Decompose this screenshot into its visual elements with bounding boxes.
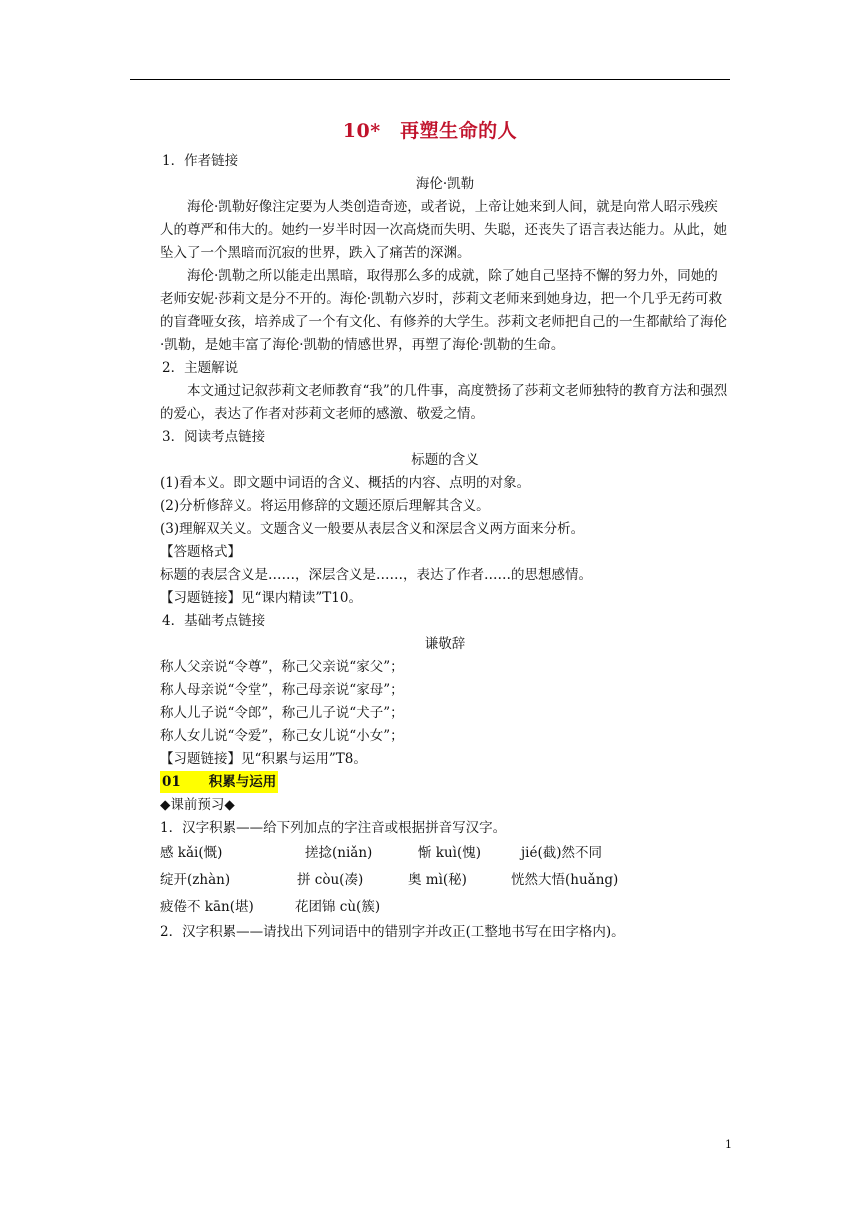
- answer-format-label: 【答题格式】: [160, 544, 241, 560]
- page-number: 1: [725, 1138, 732, 1151]
- pinyin-item: 奥 mì(秘): [408, 872, 467, 888]
- list-item: (3)理解双关义。文题含义一般要从表层含义和深层含义两方面来分析。: [160, 521, 585, 537]
- section-label: 积累与运用: [208, 774, 277, 790]
- pinyin-item: 拼 còu(凑): [297, 872, 364, 888]
- answer-format-text: 标题的表层含义是……，深层含义是……，表达了作者……的思想感情。: [160, 567, 592, 583]
- pinyin-item: 疲倦不 kān(堪): [160, 899, 254, 915]
- subtitle-title-meaning: 标题的含义: [411, 452, 479, 468]
- list-item: (1)看本义。即文题中词语的含义、概括的内容、点明的对象。: [160, 475, 531, 491]
- header-rule: [130, 79, 730, 80]
- list-item: 称人母亲说“令堂”，称己母亲说“家母”；: [160, 682, 404, 698]
- exercise-link: 【习题链接】见“课内精读”T10。: [160, 590, 362, 606]
- pinyin-item: 绽开(zhàn): [160, 872, 231, 888]
- pinyin-item: 搓捻(niǎn): [305, 845, 373, 861]
- pinyin-row-3: [160, 894, 730, 921]
- question-1: 1．汉字积累——给下列加点的字注音或根据拼音写汉字。: [160, 820, 507, 836]
- section-bar: [160, 771, 278, 793]
- list-item: 称人父亲说“令尊”，称己父亲说“家父”；: [160, 659, 404, 675]
- author-paragraph-1: 海伦·凯勒好像注定要为人类创造奇迹，或者说，上帝让她来到人间，就是向常人昭示残疾人的尊严和伟大的。她约一岁半时因一次高烧而失明、失聪，还丧失了语言表达能力。从此，她坠入了一个黑暗而沉寂的世界，跌入了痛苦的深渊。: [160, 199, 727, 261]
- subtitle-honorifics: 谦敬辞: [424, 636, 466, 652]
- pinyin-row-1: [160, 840, 730, 867]
- preview-heading: ◆课前预习◆: [160, 797, 235, 813]
- pinyin-row-2: [160, 867, 730, 894]
- pinyin-item: jié(截)然不同: [521, 845, 603, 861]
- list-item: 称人儿子说“令郎”，称己儿子说“犬子”；: [160, 705, 404, 721]
- list-item: 称人女儿说“令爱”，称己女儿说“小女”；: [160, 728, 404, 744]
- pinyin-item: 惭 kuì(愧): [418, 845, 482, 861]
- section-heading-reading: 3．阅读考点链接: [162, 429, 266, 445]
- section-number: 01: [162, 774, 181, 790]
- question-2: 2．汉字积累——请找出下列词语中的错别字并改正(工整地书写在田字格内)。: [160, 924, 625, 940]
- exercise-link: 【习题链接】见“积累与运用”T8。: [160, 751, 367, 767]
- section-heading-basics: 4．基础考点链接: [162, 613, 266, 629]
- pinyin-item: 恍然大悟(huǎng): [511, 872, 619, 888]
- subtitle-helen-keller: 海伦·凯勒: [415, 176, 475, 192]
- document-body: [160, 150, 730, 944]
- author-paragraph-2: 海伦·凯勒之所以能走出黑暗，取得那么多的成就，除了她自己坚持不懈的努力外，同她的老师安妮·莎莉文是分不开的。海伦·凯勒六岁时，莎莉文老师来到她身边，把一个几乎无药可救的盲聋哑女孩，培养成了一个有文化、有修养的大学生。莎莉文老师把自己的一生都献给了海伦·凯勒，是她丰富了海伦·凯勒的情感世界，再塑了海伦·凯勒的生命。: [160, 268, 727, 353]
- list-item: (2)分析修辞义。将运用修辞的文题还原后理解其含义。: [160, 498, 490, 514]
- section-bar-row: [160, 771, 730, 794]
- section-heading-author: 1．作者链接: [162, 153, 239, 169]
- pinyin-item: 感 kǎi(慨): [160, 845, 223, 861]
- page-title: 10* 再塑生命的人: [342, 120, 518, 142]
- section-heading-theme: 2．主题解说: [162, 360, 239, 376]
- theme-paragraph: 本文通过记叙莎莉文老师教育“我”的几件事，高度赞扬了莎莉文老师独特的教育方法和强烈的爱心，表达了作者对莎莉文老师的感激、敬爱之情。: [160, 383, 728, 422]
- pinyin-item: 花团锦 cù(簇): [295, 899, 381, 915]
